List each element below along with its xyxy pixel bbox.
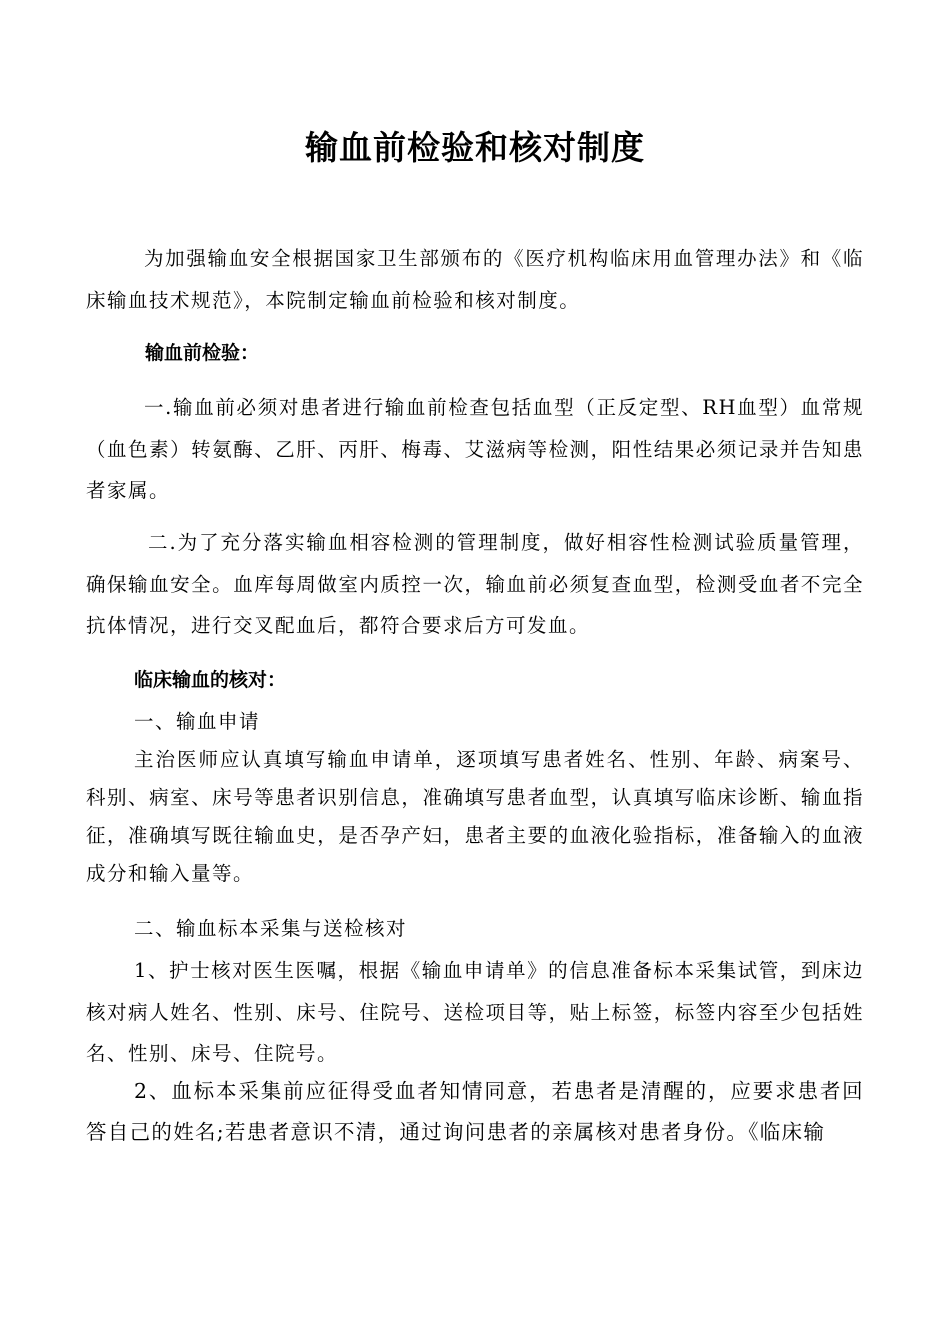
- intro-paragraph: 为加强输血安全根据国家卫生部颁布的《医疗机构临床用血管理办法》和《临床输血技术规范》，本院制定输血前检验和核对制度。: [86, 247, 864, 312]
- application-paragraph: 主治医师应认真填写输血申请单，逐项填写患者姓名、性别、年龄、病案号、科别、病室、床号等患者识别信息，准确填写患者血型，认真填写临床诊断、输血指征，准确填写既往输血史，是否孕产妇，患者主要的血液化验指标，准备输入的血液成分和输入量等。: [86, 748, 864, 885]
- subsection-label-sampling: 二、输血标本采集与送检核对: [134, 917, 408, 940]
- section-heading-pre-transfusion-test: 输血前检验：: [145, 342, 260, 364]
- list-item-test-2: 二.为了充分落实输血相容检测的管理制度，做好相容性检测试验质量管理，确保输血安全。血库每周做室内质控一次，输血前必须复查血型，检测受血者不完全抗体情况，进行交叉配血后，都符合要求后方可发血。: [86, 531, 864, 637]
- sampling-item-1: 1、护士核对医生医嘱，根据《输血申请单》的信息准备标本采集试管，到床边核对病人姓名、性别、床号、住院号、送检项目等，贴上标签，标签内容至少包括姓名、性别、床号、住院号。: [86, 959, 864, 1065]
- subsection-label-application: 一、输血申请: [134, 710, 261, 733]
- document-title: 输血前检验和核对制度: [305, 128, 645, 167]
- section-heading-clinical-check: 临床输血的核对：: [134, 669, 287, 691]
- list-item-test-1: 一.输血前必须对患者进行输血前检查包括血型（正反定型、RH血型）血常规（血色素）转氨酶、乙肝、丙肝、梅毒、艾滋病等检测，阳性结果必须记录并告知患者家属。: [86, 396, 864, 502]
- sampling-item-2: 2、血标本采集前应征得受血者知情同意，若患者是清醒的，应要求患者回答自己的姓名;若患者意识不清，通过询问患者的亲属核对患者身份。《临床输: [86, 1079, 864, 1144]
